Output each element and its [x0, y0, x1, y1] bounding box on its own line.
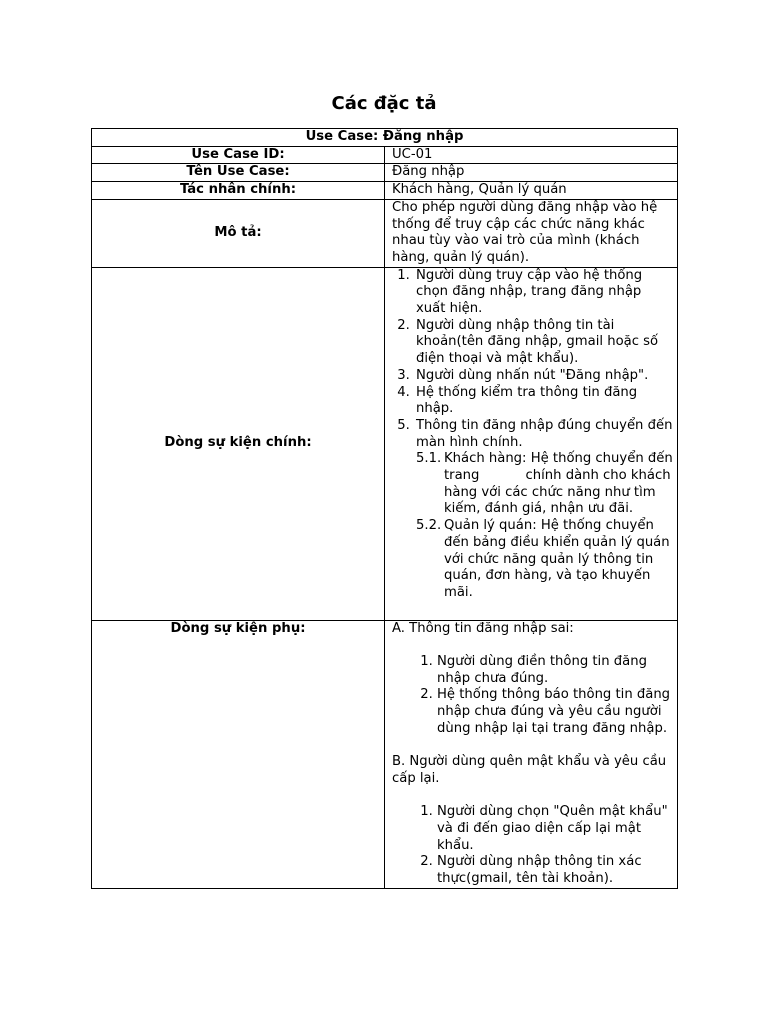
alt-case-a-step: 1. Người dùng điền thông tin đăng nhập chưa đúng.: [437, 654, 673, 687]
substep-text: Khách hàng: Hệ thống chuyển đến trang chính dành cho khách hàng với các chức năng như tìm kiếm, đánh giá, nhận ưu đãi.: [444, 451, 677, 517]
main-flow-steps: [392, 267, 677, 602]
use-case-header: Use Case: Đăng nhập: [92, 129, 678, 147]
main-flow-substeps: [416, 451, 677, 601]
description-value: Cho phép người dùng đăng nhập vào hệ thống để truy cập các chức năng khác nhau tùy vào vai trò của mình (khách hàng, quản lý quán).: [385, 199, 678, 267]
table-header-row: [92, 129, 678, 147]
use-case-id-label: Use Case ID:: [92, 146, 385, 164]
row-description: [92, 199, 678, 267]
use-case-table: [91, 128, 678, 889]
alt-case-b-step: 1. Người dùng chọn "Quên mật khẩu" và đi đến giao diện cấp lại mật khẩu.: [437, 804, 673, 854]
spacer: [392, 738, 673, 755]
main-flow-substep: [416, 451, 677, 518]
alt-case-b-heading: B. Người dùng quên mật khẩu và yêu cầu cấp lại.: [392, 754, 667, 786]
spacer: [392, 637, 673, 654]
main-flow-label: Dòng sự kiện chính:: [92, 267, 385, 620]
substep-number: 5.2.: [416, 518, 442, 534]
main-flow-step: 2. Người dùng nhập thông tin tài khoản(tên đăng nhập, gmail hoặc số điện thoại và mật khẩu).: [414, 318, 673, 368]
main-flow-step: [414, 417, 677, 602]
main-flow-cell: [385, 267, 678, 620]
row-actors: [92, 182, 678, 200]
alt-case-a-step: 2. Hệ thống thông báo thông tin đăng nhập chưa đúng và yêu cầu người dùng nhập lại tại trang đăng nhập.: [437, 687, 673, 737]
substep-number: 5.1.: [416, 451, 442, 467]
page-title: Các đặc tả: [331, 93, 437, 114]
main-flow-substep: [416, 518, 673, 602]
actors-value: Khách hàng, Quản lý quán: [385, 182, 678, 200]
main-flow-step: 3. Người dùng nhấn nút "Đăng nhập".: [414, 368, 673, 385]
description-label: Mô tả:: [92, 199, 385, 267]
substep-text: Quản lý quán: Hệ thống chuyển đến bảng điều khiển quản lý quán với chức năng quản lý thông tin quán, đơn hàng, và tạo khuyến mãi.: [444, 518, 670, 600]
row-use-case-id: [92, 146, 678, 164]
row-main-flow: [92, 267, 678, 620]
actors-label: Tác nhân chính:: [92, 182, 385, 200]
spacer: [392, 788, 673, 805]
alt-case-a-steps: [392, 654, 673, 738]
main-flow-step-text: Thông tin đăng nhập đúng chuyển đến màn hình chính.: [416, 417, 673, 450]
use-case-name-value: Đăng nhập: [385, 164, 678, 182]
alt-case-a-heading: A. Thông tin đăng nhập sai:: [392, 620, 574, 636]
use-case-id-value: UC-01: [385, 146, 678, 164]
row-alt-flow: [92, 620, 678, 888]
alt-case-b-step: 2. Người dùng nhập thông tin xác thực(gmail, tên tài khoản).: [437, 854, 673, 887]
alt-flow-cell: [385, 620, 678, 888]
alt-flow-label: Dòng sự kiện phụ:: [92, 620, 385, 888]
main-flow-step: 1. Người dùng truy cập vào hệ thống chọn đăng nhập, trang đăng nhập xuất hiện.: [414, 268, 673, 318]
alt-case-b-steps: [392, 804, 673, 888]
use-case-name-label: Tên Use Case:: [92, 164, 385, 182]
row-use-case-name: [92, 164, 678, 182]
main-flow-step: 4. Hệ thống kiểm tra thông tin đăng nhập.: [414, 385, 673, 418]
